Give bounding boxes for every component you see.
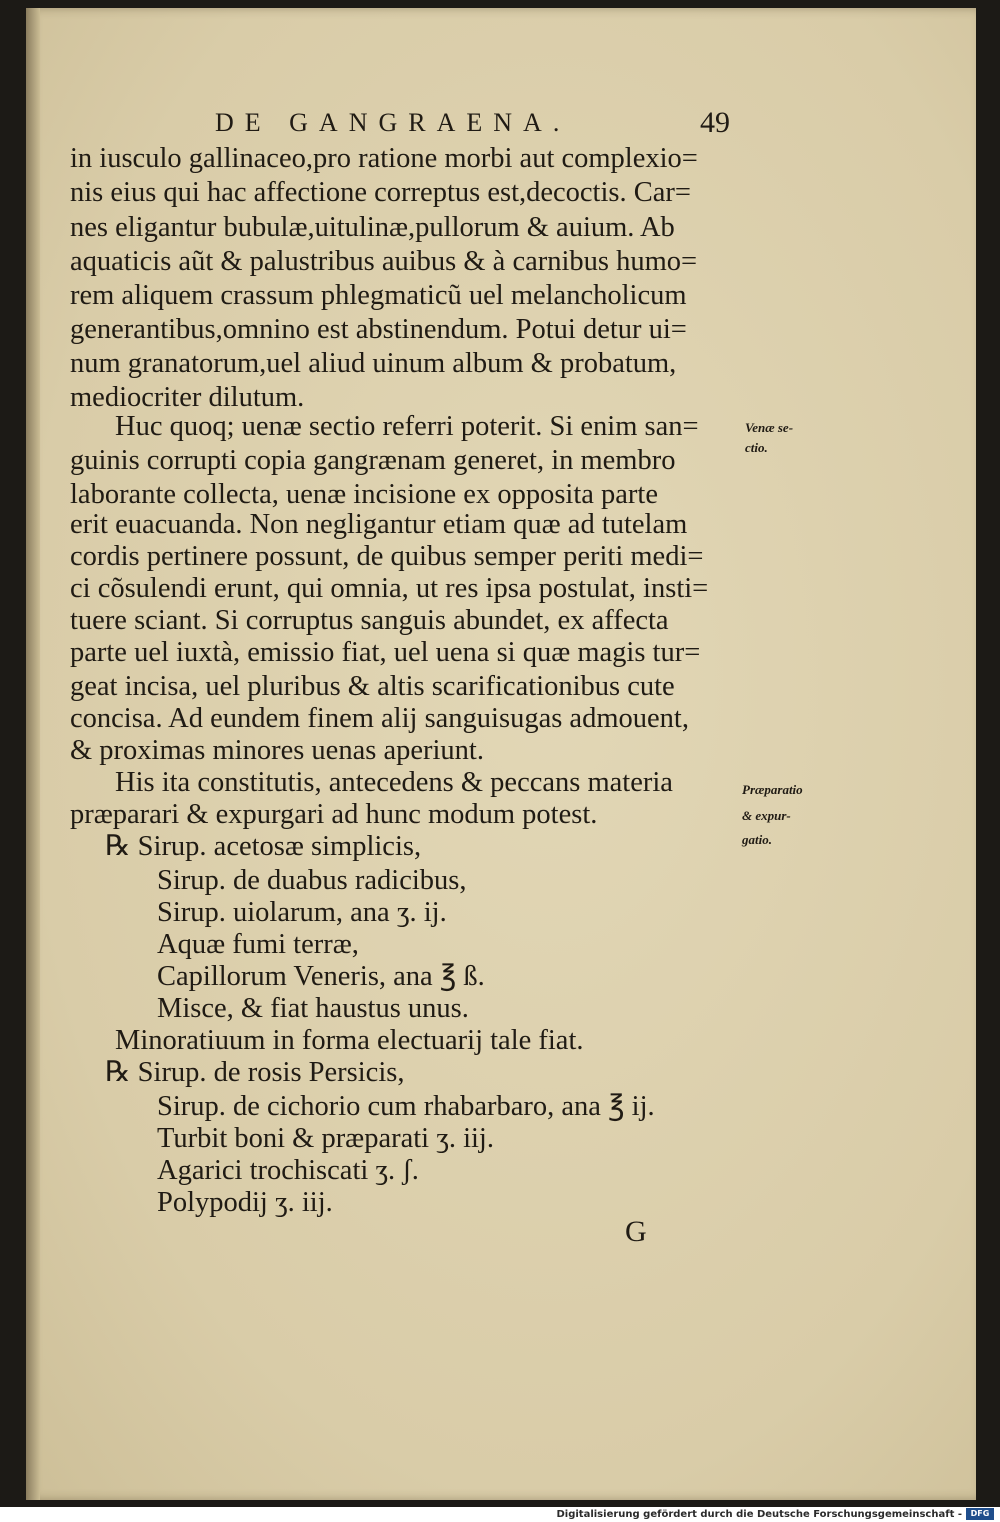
text-line: præparari & expurgari ad hunc modum potest. <box>70 799 598 830</box>
recipe-line: Sirup. uiolarum, ana ʒ. ij. <box>157 897 447 928</box>
text-line: in iusculo gallinaceo,pro ratione morbi aut complexio= <box>70 143 698 174</box>
text-line: nis eius qui hac affectione correptus est,decoctis. Car= <box>70 177 691 208</box>
text-line: rem aliquem crassum phlegmaticũ uel melancholicum <box>70 280 687 311</box>
text-line: ci cõsulendi erunt, qui omnia, ut res ipsa postulat, insti= <box>70 573 709 604</box>
margin-note-line: ctio. <box>745 440 768 455</box>
recipe-line: Agarici trochiscati ʒ. ʃ. <box>157 1155 419 1186</box>
footer-credit: Digitalisierung gefördert durch die Deutsche Forschungsgemeinschaft - <box>556 1509 962 1520</box>
recipe-line: ℞ Sirup. acetosæ simplicis, <box>105 831 422 862</box>
recipe-line: Capillorum Veneris, ana ℥ ß. <box>157 961 485 992</box>
text-line: aquaticis aũt & palustribus auibus & à carnibus humo= <box>70 246 698 277</box>
margin-note-line: Præparatio <box>742 782 803 797</box>
text-line: parte uel iuxtà, emissio fiat, uel uena si quæ magis tur= <box>70 637 701 668</box>
recipe-line: ℞ Sirup. de rosis Persicis, <box>105 1057 405 1088</box>
text-line: laborante collecta, uenæ incisione ex opposita parte <box>70 479 658 510</box>
margin-note-line: gatio. <box>742 832 772 847</box>
text-line: mediocriter dilutum. <box>70 382 305 413</box>
page-number: 49 <box>700 106 730 139</box>
signature-mark: G <box>625 1215 647 1248</box>
text-line: erit euacuanda. Non negligantur etiam quæ ad tutelam <box>70 509 688 540</box>
text-line: cordis pertinere possunt, de quibus semper periti medi= <box>70 541 704 572</box>
recipe-line: Aquæ fumi terræ, <box>157 929 359 960</box>
text-line: generantibus,omnino est abstinendum. Potui detur ui= <box>70 314 687 345</box>
page-gutter <box>26 8 40 1500</box>
margin-note-line: & expur- <box>742 808 791 823</box>
running-head: DE GANGRAENA. <box>215 108 571 137</box>
text-line: & proximas minores uenas aperiunt. <box>70 735 484 766</box>
dfg-logo: DFG <box>966 1508 994 1520</box>
recipe-line: Turbit boni & præparati ʒ. iij. <box>157 1123 494 1154</box>
recipe-line: Misce, & fiat haustus unus. <box>157 993 469 1024</box>
text-line: tuere sciant. Si corruptus sanguis abundet, ex affecta <box>70 605 669 636</box>
text-line: concisa. Ad eundem finem alij sanguisugas admouent, <box>70 703 689 734</box>
text-line: Huc quoq; uenæ sectio referri poterit. Si enim san= <box>115 411 699 442</box>
text-line: Minoratiuum in forma electuarij tale fiat. <box>115 1025 584 1056</box>
text-line: nes eligantur bubulæ,uitulinæ,pullorum & auium. Ab <box>70 212 675 243</box>
text-line: His ita constitutis, antecedens & peccans materia <box>115 767 673 798</box>
margin-note-line: Venæ se- <box>745 420 794 435</box>
text-line: geat incisa, uel pluribus & altis scarificationibus cute <box>70 671 675 702</box>
recipe-line: Polypodij ʒ. iij. <box>157 1187 333 1218</box>
text-line: num granatorum,uel aliud uinum album & probatum, <box>70 348 677 379</box>
text-line: guinis corrupti copia gangrænam generet, in membro <box>70 445 676 476</box>
recipe-line: Sirup. de duabus radicibus, <box>157 865 467 896</box>
recipe-line: Sirup. de cichorio cum rhabarbaro, ana ℥ ij. <box>157 1091 655 1122</box>
